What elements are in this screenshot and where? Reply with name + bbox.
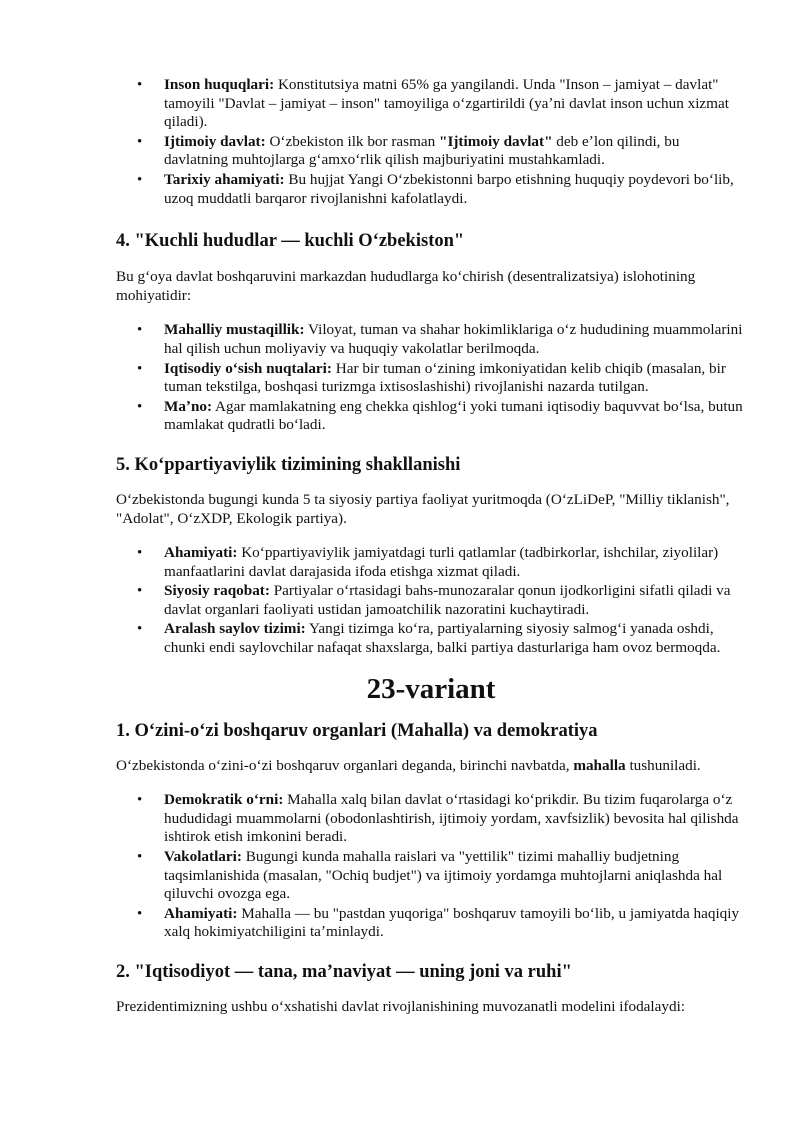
list-item: • Iqtisodiy oʻsish nuqtalari: Har bir tuman oʻzining imkoniyatidan kelib chiqib (masalan, bir tuman tekstilga, boshqasi turizmga ixtisoslashishi) rivojlanishi nazarda tutilgan. [116,360,746,397]
list-item: • Ahamiyati: Koʻppartiyaviylik jamiyatdagi turli qatlamlar (tadbirkorlar, ishchilar, ziyolilar) manfaatlarini davlat darajasida ifoda etishga xizmat qiladi. [116,544,746,581]
list-item: • Ahamiyati: Mahalla — bu "pastdan yuqoriga" boshqaruv tamoyili boʻlib, u jamiyatda haqiqiy xalq hokimiyatchiligini taʼminlaydi. [116,905,746,942]
section-intro: Bu gʻoya davlat boshqaruvini markazdan hududlarga koʻchirish (desentralizatsiya) islohotining mohiyatidir: [116,268,696,304]
variant-title: 23-variant [366,672,496,705]
section-intro: Prezidentimizning ushbu oʻxshatishi davlat rivojlanishining muvozanatli modelini ifodalaydi: [116,998,686,1015]
list-item: • Tarixiy ahamiyati: Bu hujjat Yangi Oʻzbekistonni barpo etishning huquqiy poydevori boʻlib, uzoq muddatli barqaror rivojlanishni kafolatlaydi. [116,171,746,208]
list-item: • Vakolatlari: Bugungi kunda mahalla raislari va "yettilik" tizimi mahalliy budjetning taqsimlanishida (masalan, "Ochiq budjet") va ijtimoiy yordamga muhtojlarni aniqlashda hal qiluvchi ovozga ega. [116,848,746,904]
document-page [116,76,746,1017]
section-intro: Oʻzbekistonda oʻzini-oʻzi boshqaruv organlari deganda, birinchi navbatda, mahalla tushuniladi. [116,756,701,774]
list-parties [116,544,746,658]
list-item: • Inson huquqlari: Konstitutsiya matni 65% ga yangilandi. Unda "Inson – jamiyat – davlat" tamoyili "Davlat – jamiyat – inson" tamoyiliga oʻzgartirildi (yaʼni davlat inson uchun xizmat qiladi). [116,76,746,132]
list-rights [116,76,746,208]
section-intro: Oʻzbekistonda bugungi kunda 5 ta siyosiy partiya faoliyat yuritmoqda (OʻzLiDeP, "Milliy tiklanish", "Adolat", OʻzXDP, Ekologik partiya). [116,490,730,527]
list-item: • Mahalliy mustaqillik: Viloyat, tuman va shahar hokimliklariga oʻz hududining muammolarini hal qilish uchun moliyaviy va huquqiy vakolatlar berilmoqda. [116,321,746,358]
list-regions [116,321,746,435]
list-item: • Maʼno: Agar mamlakatning eng chekka qishlogʻi yoki tumani iqtisodiy baquvvat boʻlsa, butun mamlakat qudratli boʻladi. [116,398,746,435]
list-item: • Aralash saylov tizimi: Yangi tizimga koʻra, partiyalarning siyosiy salmogʻi yanada oshdi, chunki endi saylovchilar nafaqat shaxslarga, balki partiya dasturlariga ham ovoz bermoqda. [116,620,746,657]
section-heading: 4. "Kuchli hududlar — kuchli Oʻzbekiston" [116,231,465,252]
section-heading: 2. "Iqtisodiyot — tana, maʼnaviyat — uning joni va ruhi" [116,962,572,982]
list-item: • Demokratik oʻrni: Mahalla xalq bilan davlat oʻrtasidagi koʻprikdir. Bu tizim fuqarolarga oʻz hududidagi muammolarni (obodonlashtirish, ijtimoiy yordam, xavfsizlik) bevosita hal qilishda ishtirok etish imkonini beradi. [116,791,746,847]
list-item: • Ijtimoiy davlat: Oʻzbekiston ilk bor rasman "Ijtimoiy davlat" deb eʼlon qilindi, bu davlatning muhtojlarga gʻamxoʻrlik qilish majburiyatini mustahkamladi. [116,133,746,170]
section-heading: 5. Koʻppartiyaviylik tizimining shakllanishi [116,454,461,475]
list-mahalla [116,791,746,942]
section-heading: 1. Oʻzini-oʻzi boshqaruv organlari (Mahalla) va demokratiya [116,720,598,741]
list-item: • Siyosiy raqobat: Partiyalar oʻrtasidagi bahs-munozaralar qonun ijodkorligini sifatli qiladi va davlat organlari faoliyati ustidan jamoatchilik nazoratini kuchaytiradi. [116,582,746,619]
